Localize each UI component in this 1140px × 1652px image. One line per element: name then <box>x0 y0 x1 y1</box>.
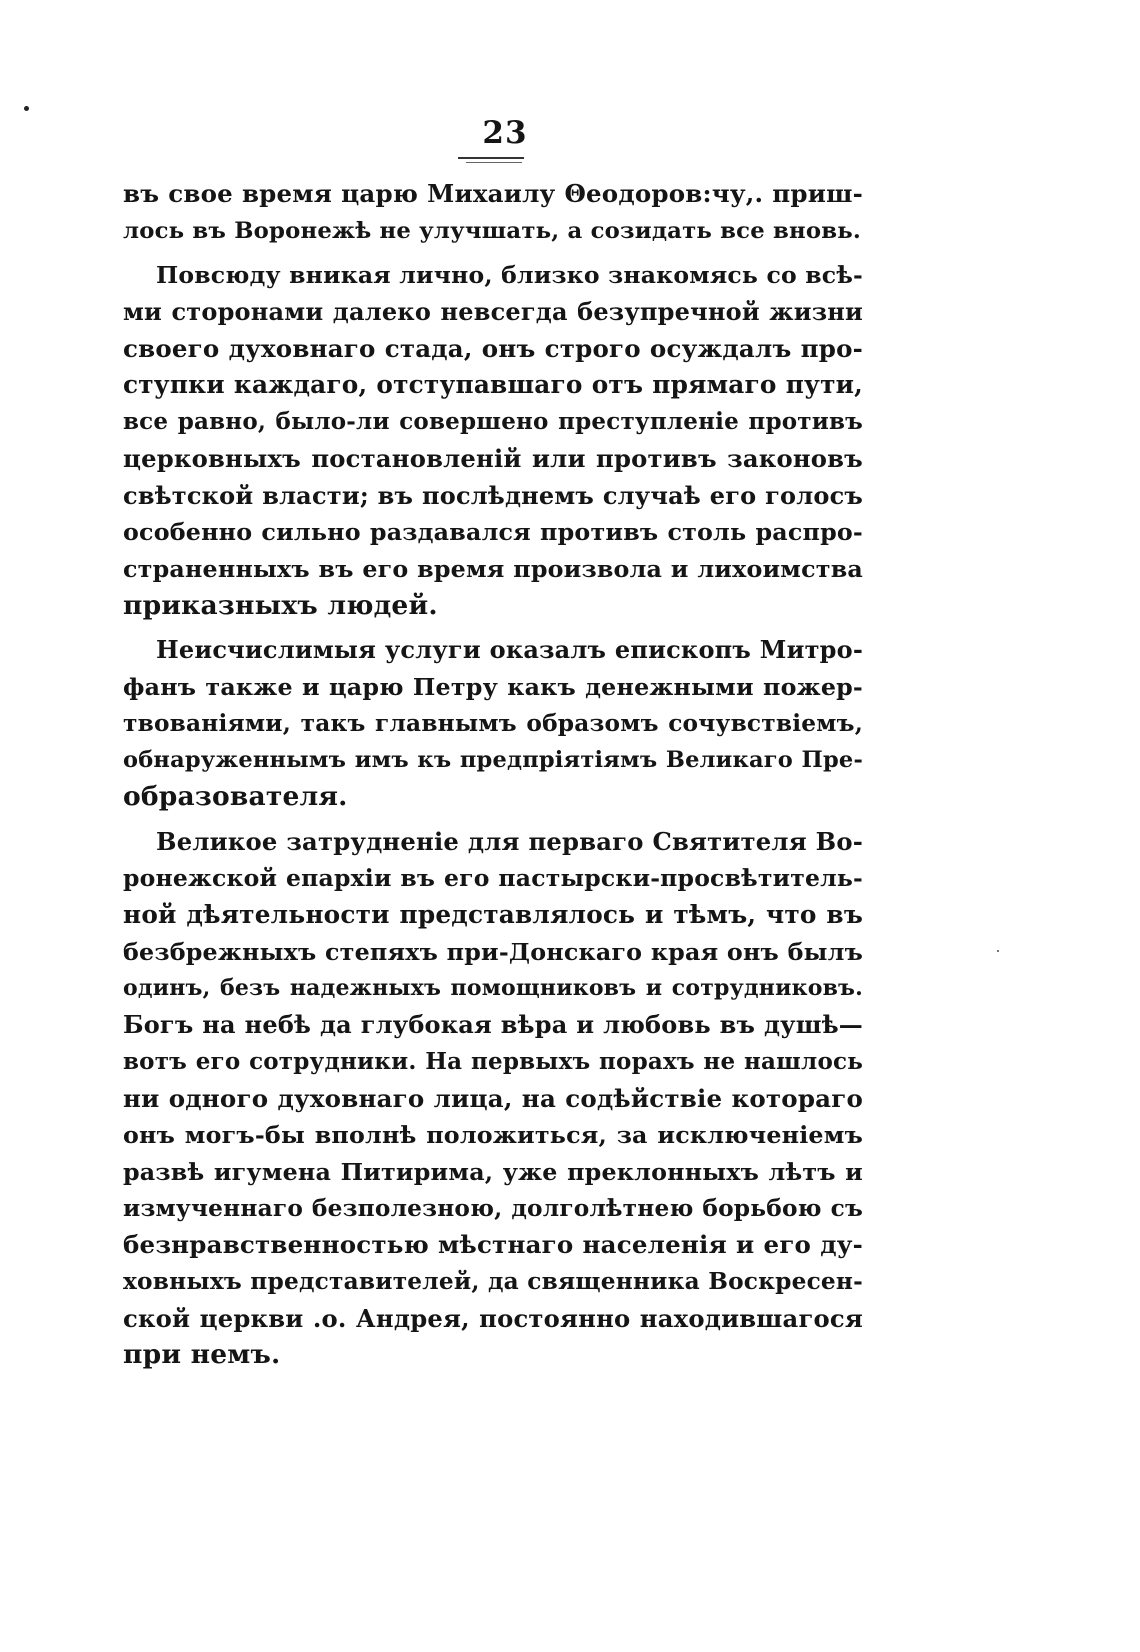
text-line: все равно, было-ли совершено преступленіе противъ <box>123 408 863 436</box>
text-line: развѣ игумена Питирима, уже преклонныхъ лѣтъ и <box>123 1157 863 1186</box>
text-line: въ свое время царю Михаилу Θеодоров:чу,. приш- <box>123 179 863 208</box>
text-line: Повсюду вникая лично, близко знакомясь со всѣ- <box>156 261 863 290</box>
text-line: ни одного духовнаго лица, на содѣйствіе котораго <box>123 1083 863 1113</box>
text-line: ской церкви .о. Андрея, постоянно находившагося <box>123 1303 863 1333</box>
text-line: фанъ также и царю Петру какъ денежными пожер- <box>123 672 863 701</box>
text-line: Великое затрудненіе для перваго Святителя Во- <box>156 826 863 856</box>
paragraph-2 <box>123 257 863 624</box>
text-line: Неисчислимыя услуги оказалъ епископъ Митро- <box>156 635 863 665</box>
text-line: свѣтской власти; въ послѣднемъ случаѣ его голосъ <box>123 480 863 510</box>
text-line: Богъ на небѣ да глубокая вѣра и любовь въ душѣ— <box>123 1010 863 1040</box>
text-line: одинъ, безъ надежныхъ помощниковъ и сотрудниковъ. <box>123 975 863 1002</box>
text-line: ной дѣятельности представлялось и тѣмъ, что въ <box>123 900 863 930</box>
text-line: измученнаго безполезною, долголѣтнею борьбою съ <box>123 1194 863 1222</box>
text-line: ступки каждаго, отступавшаго отъ прямаго пути, <box>123 370 863 400</box>
text-line: страненныхъ въ его время произвола и лихоимства <box>123 554 863 583</box>
text-line: особенно сильно раздавался противъ столь распро- <box>123 518 863 547</box>
text-line: безнравственностью мѣстнаго населенія и его ду- <box>123 1230 863 1260</box>
paragraph-1 <box>123 176 863 249</box>
text-line: приказныхъ людей. <box>123 589 438 621</box>
text-line: своего духовнаго стада, онъ строго осуждалъ про- <box>123 333 863 363</box>
text-line: вотъ его сотрудники. На первыхъ порахъ не нашлось <box>123 1047 863 1075</box>
ink-speck <box>24 106 29 111</box>
text-line: ховныхъ представителей, да священника Воскресен- <box>123 1267 863 1295</box>
text-line: ронежской епархіи въ его пастырски-просвѣтитель- <box>123 864 863 893</box>
paragraph-4 <box>123 824 863 1374</box>
ink-speck-small <box>997 950 999 952</box>
page-number: 23 <box>482 115 528 151</box>
text-line: ми сторонами далеко невсегда безупречной жизни <box>123 297 863 327</box>
text-line: обнаруженнымъ имъ къ предпріятіямъ Великаго Пре- <box>123 747 863 774</box>
text-line: при немъ. <box>123 1339 281 1371</box>
page-number-rule <box>458 157 524 159</box>
body-text <box>123 176 863 1374</box>
text-line: онъ могъ-бы вполнѣ положиться, за исключеніемъ <box>123 1121 863 1150</box>
text-line: безбрежныхъ степяхъ при-Донскаго края онъ былъ <box>123 937 863 966</box>
text-line: лось въ Воронежѣ не улучшать, а созидать все вновь. <box>123 217 862 244</box>
paragraph-3 <box>123 632 863 815</box>
text-line: твованіями, такъ главнымъ образомъ сочувствіемъ, <box>123 709 863 737</box>
text-line: церковныхъ постановленій или противъ законовъ <box>123 443 863 473</box>
text-line: образователя. <box>123 781 348 812</box>
